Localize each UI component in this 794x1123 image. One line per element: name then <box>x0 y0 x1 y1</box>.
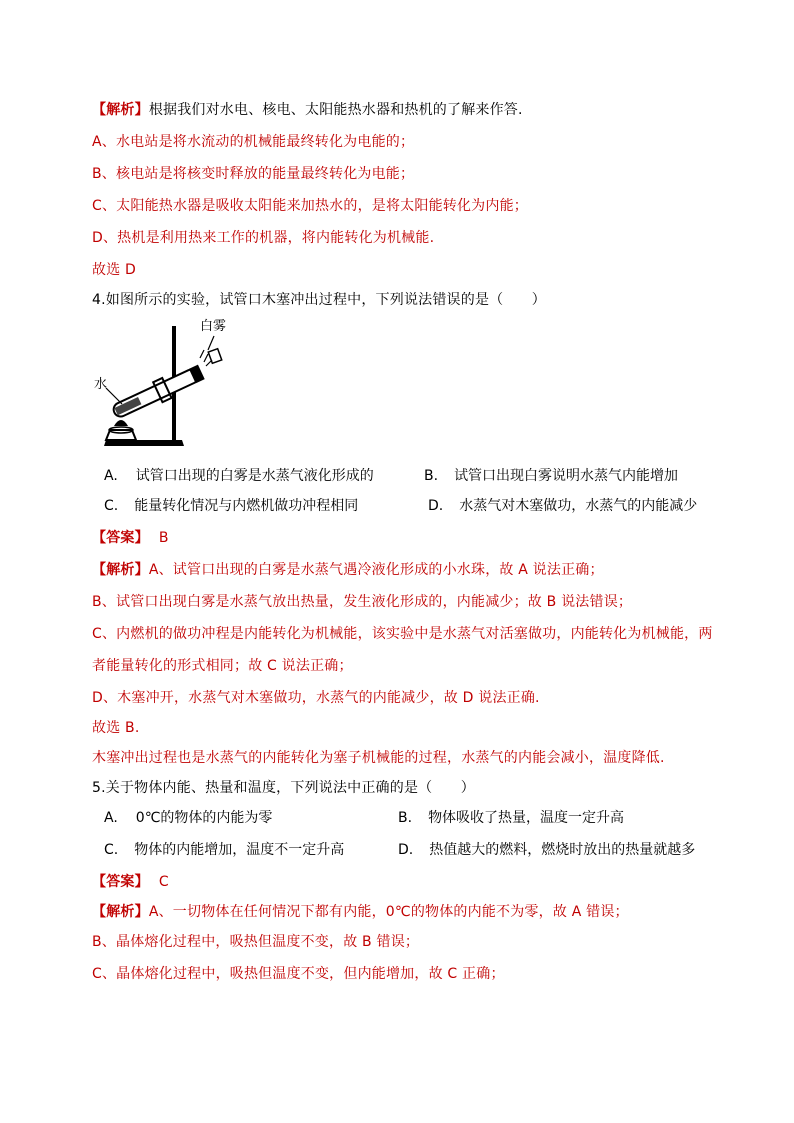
analysis3-c: C、太阳能热水器是吸收太阳能来加热水的，是将太阳能转化为内能； <box>92 198 528 214</box>
q5-analysis-c: C、晶体熔化过程中，吸热但温度不变，但内能增加，故 C 正确； <box>92 966 505 982</box>
q4-note: 木塞冲出过程也是水蒸气的内能转化为塞子机械能的过程，水蒸气的内能会减小，温度降低. <box>92 750 665 766</box>
q4-analysis-c1: C、内燃机的做功冲程是内能转化为机械能，该实验中是水蒸气对活塞做功，内能转化为机械能，两 <box>92 626 713 642</box>
q4-option-b: B. 试管口出现白雾说明水蒸气内能增加 <box>424 468 679 484</box>
q5-answer-label: 【答案】 <box>92 874 149 890</box>
q4-test-tube-figure <box>92 319 252 452</box>
flame <box>114 420 128 426</box>
analysis3-lead: 【解析】 <box>92 102 149 118</box>
q4-answer-value: B <box>158 530 169 546</box>
q5-option-d: D. 热值越大的燃料，燃烧时放出的热量就越多 <box>398 842 696 858</box>
q4-option-a: A. 试管口出现的白雾是水蒸气液化形成的 <box>104 468 374 484</box>
analysis3-a: A、水电站是将水流动的机械能最终转化为电能的； <box>92 134 415 150</box>
q4-analysis-d: D、木塞冲开，水蒸气对木塞做功，水蒸气的内能减少，故 D 说法正确. <box>92 690 540 706</box>
q5-answer-value: C <box>158 874 169 890</box>
q5-analysis-a: 【解析】A、一切物体在任何情况下都有内能，0℃的物体的内能不为零，故 A 错误； <box>92 904 629 920</box>
q5-option-c: C. 物体的内能增加，温度不一定升高 <box>104 842 345 858</box>
q4-analysis-a: 【解析】A、试管口出现的白雾是水蒸气遇冷液化形成的小水珠，故 A 说法正确； <box>92 562 604 578</box>
test-tube-diagram <box>92 319 252 452</box>
q4-analysis-b: B、试管口出现白雾是水蒸气放出热量，发生液化形成的，内能减少；故 B 说法错误； <box>92 594 633 610</box>
analysis3-d: D、热机是利用热来工作的机器，将内能转化为机械能. <box>92 230 435 246</box>
q5-stem: 5.关于物体内能、热量和温度，下列说法中正确的是（ ） <box>92 780 475 796</box>
water-label: 水 <box>94 377 108 392</box>
q5-option-a: A. 0℃的物体的内能为零 <box>104 810 273 826</box>
analysis3-text: 根据我们对水电、核电、太阳能热水器和热机的了解来作答. <box>148 102 523 118</box>
fog-label: 白雾 <box>200 319 227 334</box>
analysis3-intro <box>92 100 523 120</box>
q5-answer <box>92 872 169 892</box>
q4-stem: 4.如图所示的实验，试管口木塞冲出过程中，下列说法错误的是（ ） <box>92 292 546 308</box>
test-tube <box>110 362 206 423</box>
q4-answer <box>92 528 169 548</box>
q4-answer-label: 【答案】 <box>92 530 149 546</box>
q5-option-b: B. 物体吸收了热量，温度一定升高 <box>398 810 625 826</box>
analysis3-choice: 故选 D <box>92 262 137 278</box>
q4-analysis-c2: 者能量转化的形式相同；故 C 说法正确； <box>92 658 353 674</box>
q4-option-d: D. 水蒸气对木塞做功，水蒸气的内能减少 <box>428 498 698 514</box>
q5-analysis-b: B、晶体熔化过程中，吸热但温度不变，故 B 错误； <box>92 934 420 950</box>
q4-choice: 故选 B. <box>92 720 140 736</box>
q4-option-c: C. 能量转化情况与内燃机做功冲程相同 <box>104 498 359 514</box>
analysis3-b: B、核电站是将核变时释放的能量最终转化为电能； <box>92 166 415 182</box>
